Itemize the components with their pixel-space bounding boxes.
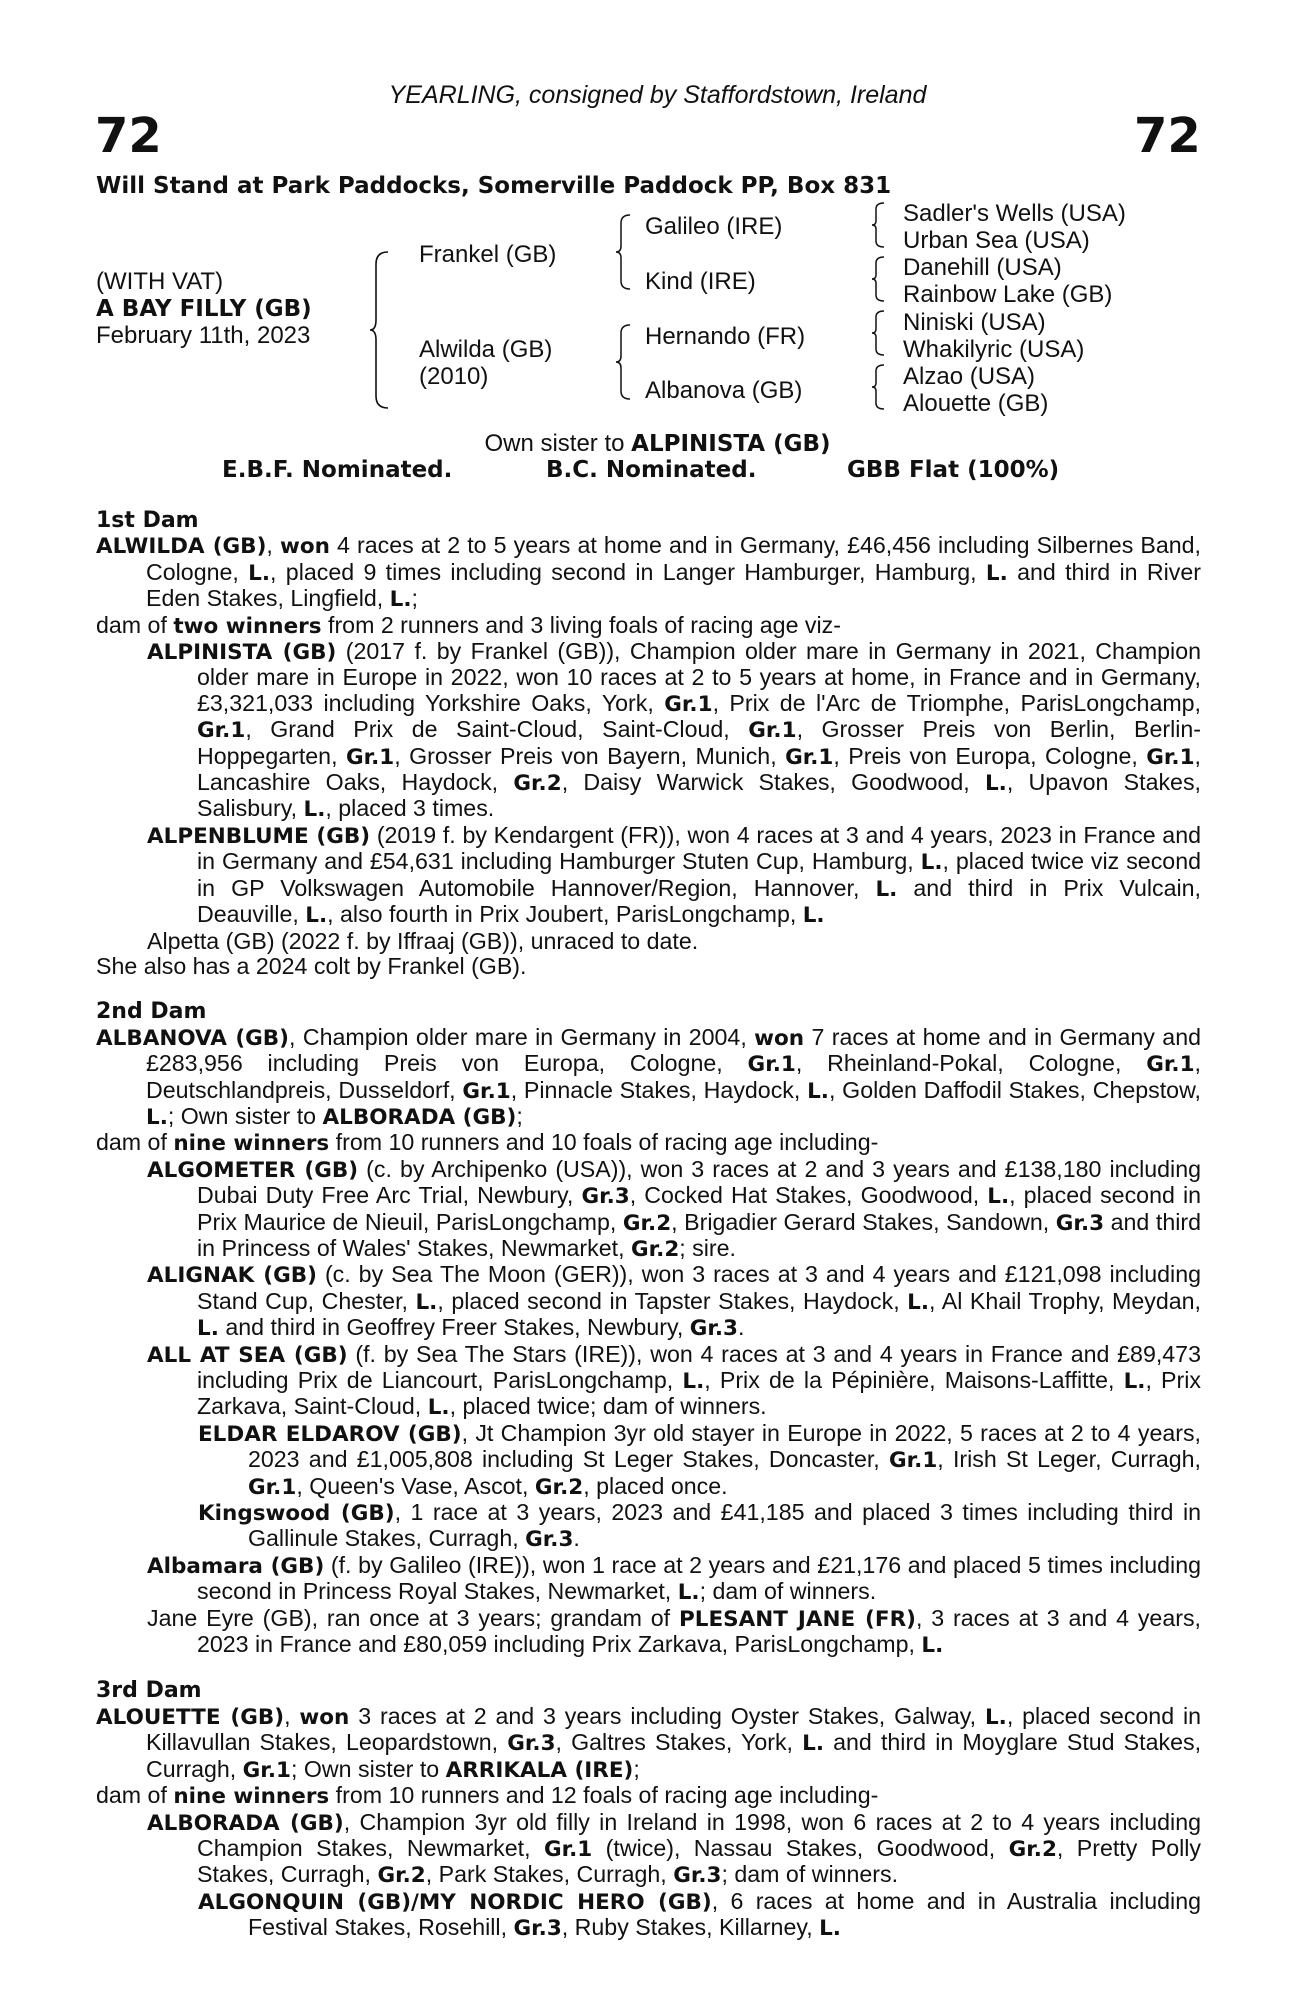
dam-sire: Hernando (FR) — [645, 323, 806, 350]
third-dam-produce-summary: dam of nine winners from 10 runners and 12 foals of racing age including- — [96, 1782, 879, 1810]
gbb-flat: GBB Flat (100%) — [847, 457, 1060, 483]
produce-alignak: ALIGNAK (GB) (c. by Sea The Moon (GER)), won 3 races at 3 and 4 years and £121,098 including Stand Cup, Chester, L., placed second in Tapster Stakes, Haydock, L., Al Khail Trophy, Meydan, L. and third in Geoffrey Freer Stakes, Newbury, Gr.3. — [147, 1261, 1201, 1342]
foaling-date: February 11th, 2023 — [96, 322, 311, 349]
produce-alpinista: ALPINISTA (GB) (2017 f. by Frankel (GB)), Champion older mare in Germany in 2021, Champion older mare in Europe in 2022, won 10 races at 2 to 5 years at home, in France and in Germany, £3,321,033 including Yorkshire Oaks, York, Gr.1, Prix de l'Arc de Triomphe, ParisLongchamp, Gr.1, Grand Prix de Saint-Cloud, Saint-Cloud, Gr.1, Grosser Preis von Berlin, Berlin-Hoppegarten, Gr.1, Grosser Preis von Bayern, Munich, Gr.1, Preis von Europa, Cologne, Gr.1, Lancashire Oaks, Haydock, Gr.2, Daisy Warwick Stakes, Goodwood, L., Upavon Stakes, Salisbury, L., placed 3 times. — [147, 638, 1201, 823]
ebf-nomination: E.B.F. Nominated. — [222, 457, 453, 483]
dam-dam: Albanova (GB) — [645, 377, 803, 404]
ggs-5: Niniski (USA) — [903, 309, 1046, 336]
produce-jane-eyre: Jane Eyre (GB), ran once at 3 years; grandam of PLESANT JANE (FR), 3 races at 3 and 4 years, 2023 in France and £80,059 including Prix Zarkava, ParisLongchamp, L. — [147, 1604, 1201, 1659]
third-dam-heading: 3rd Dam — [96, 1678, 202, 1704]
produce-eldar-eldarov: ELDAR ELDAROV (GB), Jt Champion 3yr old stayer in Europe in 2022, 5 races at 2 to 4 years, 2023 and £1,005,808 including St Leger Stakes, Doncaster, Gr.1, Irish St Leger, Curragh, Gr.1, Queen's Vase, Ascot, Gr.2, placed once. — [198, 1419, 1201, 1500]
ggs-8: Alouette (GB) — [903, 390, 1049, 417]
third-dam-name: ALOUETTE (GB) — [96, 1704, 285, 1730]
pedigree-brace-g3 — [870, 309, 886, 357]
produce-all-at-sea: ALL AT SEA (GB) (f. by Sea The Stars (IRE)), won 4 races at 3 and 4 years in France and £89,473 including Prix de Liancourt, ParisLongchamp, L., Prix de la Pépinière, Maisons-Laffitte, L., Prix Zarkava, Saint-Cloud, L., placed twice; dam of winners. — [147, 1340, 1201, 1421]
own-sister-name: ALPINISTA (GB) — [631, 431, 831, 457]
first-dam-heading: 1st Dam — [96, 508, 199, 533]
ggs-2: Urban Sea (USA) — [903, 227, 1090, 254]
lot-number-left: 72 — [95, 108, 162, 164]
venue-line: Will Stand at Park Paddocks, Somerville Paddock PP, Box 831 — [96, 173, 892, 199]
second-dam-heading: 2nd Dam — [96, 999, 207, 1025]
ggs-1: Sadler's Wells (USA) — [903, 200, 1126, 227]
second-dam-entry: ALBANOVA (GB), Champion older mare in Germany in 2004, won 7 races at home and in Germany and £283,956 including Preis von Europa, Cologne, Gr.1, Rheinland-Pokal, Cologne, Gr.1, Deutschlandpreis, Dusseldorf, Gr.1, Pinnacle Stakes, Haydock, L., Golden Daffodil Stakes, Chepstow, L.; Own sister to ALBORADA (GB); — [96, 1023, 1201, 1130]
produce-algonquin: ALGONQUIN (GB)/MY NORDIC HERO (GB), 6 races at home and in Australia including Festival Stakes, Rosehill, Gr.3, Ruby Stakes, Killarney, L. — [198, 1887, 1201, 1942]
produce-alpetta: Alpetta (GB) (2022 f. by Iffraaj (GB)), unraced to date. — [147, 927, 699, 954]
second-dam-name: ALBANOVA (GB) — [96, 1025, 290, 1051]
bc-nomination: B.C. Nominated. — [546, 457, 757, 483]
pedigree-brace-sire — [614, 213, 632, 291]
produce-albamara: Albamara (GB) (f. by Galileo (IRE)), won 1 race at 2 years and £21,176 and placed 5 times including second in Princess Royal Stakes, Newmarket, L.; dam of winners. — [147, 1551, 1201, 1606]
third-dam-entry: ALOUETTE (GB), won 3 races at 2 and 3 years including Oyster Stakes, Galway, L., placed second in Killavullan Stakes, Leopardstown, Gr.3, Galtres Stakes, York, L. and third in Moyglare Stud Stakes, Curragh, Gr.1; Own sister to ARRIKALA (IRE); — [96, 1702, 1202, 1783]
produce-algometer: ALGOMETER (GB) (c. by Archipenko (USA)), won 3 races at 2 and 3 years and £138,180 including Dubai Duty Free Arc Trial, Newbury, Gr.3, Cocked Hat Stakes, Goodwood, L., placed second in Prix Maurice de Nieuil, ParisLongchamp, Gr.2, Brigadier Gerard Stakes, Sandown, Gr.3 and third in Princess of Wales' Stakes, Newmarket, Gr.2; sire. — [147, 1155, 1201, 1262]
ggs-4: Rainbow Lake (GB) — [903, 281, 1113, 308]
vat-label: (WITH VAT) — [96, 268, 224, 295]
own-sister-line — [0, 430, 1315, 458]
sire-dam: Kind (IRE) — [645, 268, 756, 295]
pedigree-brace-dam — [614, 323, 632, 401]
pedigree-brace-g4 — [870, 363, 886, 411]
produce-alpenblume: ALPENBLUME (GB) (2019 f. by Kendargent (FR)), won 4 races at 3 and 4 years, 2023 in France and in Germany and £54,631 including Hamburger Stuten Cup, Hamburg, L., placed twice viz second in GP Volkswagen Automobile Hannover/Region, Hannover, L. and third in Prix Vulcain, Deauville, L., also fourth in Prix Joubert, ParisLongchamp, L. — [147, 821, 1201, 929]
ggs-7: Alzao (USA) — [903, 363, 1036, 390]
own-sister-prefix: Own sister to — [484, 430, 625, 457]
first-dam-produce-summary: dam of two winners from 2 runners and 3 living foals of racing age viz- — [96, 611, 841, 639]
family-notes — [96, 508, 1201, 1942]
horse-name: A BAY FILLY (GB) — [96, 296, 312, 322]
dam: Alwilda (GB) — [419, 336, 553, 363]
consignment-line: YEARLING, consigned by Staffordstown, Ireland — [388, 81, 927, 109]
first-dam-entry: ALWILDA (GB), won 4 races at 2 to 5 years at home and in Germany, £46,456 including Silbernes Band, Cologne, L., placed 9 times including second in Langer Hamburger, Hamburg, L. and third in River Eden Stakes, Lingfield, L.; — [96, 532, 1202, 613]
alpinista-name: ALPINISTA (GB) — [147, 640, 337, 666]
sire-sire: Galileo (IRE) — [645, 213, 783, 240]
alpenblume-name: ALPENBLUME (GB) — [147, 823, 371, 849]
dam-foaled-year: (2010) — [419, 363, 489, 390]
produce-kingswood: Kingswood (GB), 1 race at 3 years, 2023 and £41,185 and placed 3 times including third in Gallinule Stakes, Curragh, Gr.3. — [198, 1499, 1201, 1553]
produce-alborada: ALBORADA (GB), Champion 3yr old filly in Ireland in 1998, won 6 races at 2 to 4 years including Champion Stakes, Newmarket, Gr.1 (twice), Nassau Stakes, Goodwood, Gr.2, Pretty Polly Stakes, Curragh, Gr.2, Park Stakes, Curragh, Gr.3; dam of winners. — [147, 1808, 1201, 1889]
ggs-3: Danehill (USA) — [903, 254, 1062, 281]
pedigree-brace-g1 — [870, 201, 886, 249]
pedigree-brace-g2 — [870, 255, 886, 303]
ggs-6: Whakilyric (USA) — [903, 336, 1085, 363]
lot-number-right: 72 — [1134, 108, 1201, 164]
sire: Frankel (GB) — [419, 241, 557, 268]
produce-note-2024: She also has a 2024 colt by Frankel (GB). — [96, 952, 527, 979]
first-dam-name: ALWILDA (GB) — [96, 534, 267, 560]
pedigree-brace-main — [368, 250, 392, 410]
second-dam-produce-summary: dam of nine winners from 10 runners and 10 foals of racing age including- — [96, 1129, 879, 1157]
